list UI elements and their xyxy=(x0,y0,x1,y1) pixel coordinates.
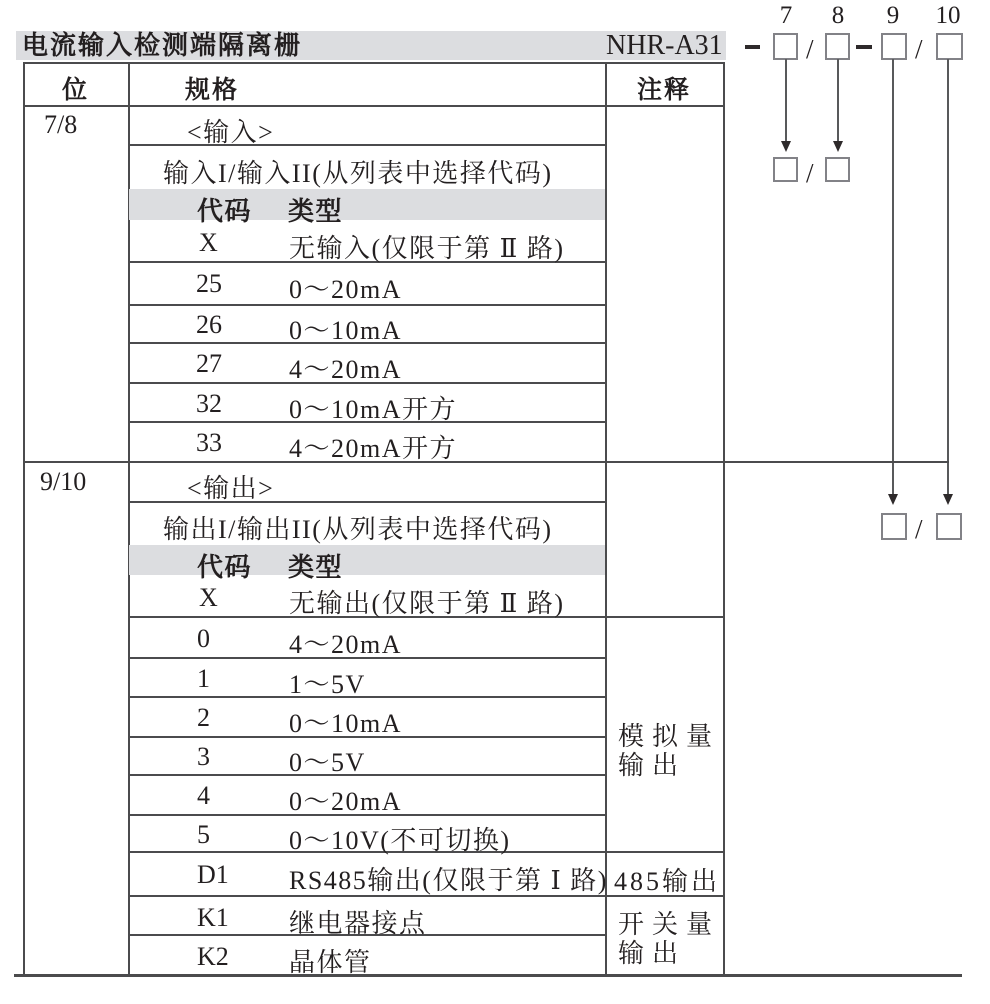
input-code-header: 代码 xyxy=(197,197,253,226)
input-group-title: <输入> xyxy=(187,118,275,147)
model-number: NHR-A31 xyxy=(606,30,723,61)
output-row-code: 0 xyxy=(197,624,210,653)
output-row-type: RS485输出(仅限于第 Ⅰ 路) xyxy=(289,866,608,895)
output-row-code: D1 xyxy=(197,860,229,889)
digit-7-label: 7 xyxy=(779,2,793,29)
input-row-type: 4～20mA开方 xyxy=(289,434,458,463)
output-row-type: 0～20mA xyxy=(289,787,403,816)
title-bar xyxy=(16,31,726,60)
note-analog-output-line2: 输出 xyxy=(618,751,687,780)
input-row-type: 0～20mA xyxy=(289,275,403,304)
output-code-box-I xyxy=(881,513,907,540)
table-border-left xyxy=(23,62,25,975)
output-row-type: 4～20mA xyxy=(289,630,403,659)
input-row-code: 32 xyxy=(196,389,222,418)
output-subtitle: 输出I/输出II(从列表中选择代码) xyxy=(163,515,553,544)
arrow-line-10 xyxy=(947,59,949,494)
input-row-type: 0～10mA xyxy=(289,316,403,345)
input-row-code: 26 xyxy=(196,310,222,339)
arrow-line-8 xyxy=(837,59,839,141)
input-code-box-I xyxy=(773,157,798,182)
digit-10-label: 10 xyxy=(935,2,961,29)
slash-separator: / xyxy=(915,34,923,64)
slash-separator: / xyxy=(915,514,923,544)
arrowhead-icon xyxy=(781,141,791,152)
row-divider xyxy=(128,696,607,698)
output-row-code: 1 xyxy=(197,664,210,693)
output-row-code: 5 xyxy=(197,820,210,849)
output-row-code: 4 xyxy=(197,781,210,810)
digit-9-label: 9 xyxy=(886,2,900,29)
input-row-code: 27 xyxy=(196,349,222,378)
column-divider-note xyxy=(605,62,607,975)
input-row-code: 25 xyxy=(196,269,222,298)
column-header-pos: 位 xyxy=(61,77,89,104)
output-row-type: 无输出(仅限于第 Ⅱ 路) xyxy=(289,589,565,618)
code-box-10 xyxy=(936,33,963,60)
input-subtitle: 输入I/输入II(从列表中选择代码) xyxy=(163,159,553,188)
dash-separator xyxy=(856,45,872,49)
input-row-type: 0～10mA开方 xyxy=(289,395,458,424)
output-type-header: 类型 xyxy=(288,553,344,582)
input-row-type: 4～20mA xyxy=(289,355,403,384)
code-box-7 xyxy=(773,33,798,60)
page-title: 电流输入检测端隔离栅 xyxy=(22,31,303,60)
note-analog-output-line1: 模拟量 xyxy=(618,722,721,751)
table-border-bottom xyxy=(14,974,962,977)
table-border-right xyxy=(723,62,725,975)
output-row-type: 1～5V xyxy=(289,670,366,699)
input-type-header: 类型 xyxy=(288,197,344,226)
arrowhead-icon xyxy=(888,494,898,505)
output-row-code: K1 xyxy=(197,903,229,932)
output-row-type: 晶体管 xyxy=(289,948,372,977)
output-row-type: 0～10V(不可切换) xyxy=(289,826,511,855)
note-switch-output-line2: 输出 xyxy=(618,939,687,968)
input-row-code: X xyxy=(199,228,218,257)
output-row-type: 继电器接点 xyxy=(289,909,427,938)
note-switch-output-line1: 开关量 xyxy=(618,910,721,939)
column-header-note: 注释 xyxy=(636,77,691,104)
output-group-title: <输出> xyxy=(187,474,275,503)
slash-separator: / xyxy=(806,34,814,64)
output-row-type: 0～10mA xyxy=(289,709,403,738)
note-485-output: 485输出 xyxy=(614,867,721,896)
output-row-code: 3 xyxy=(197,742,210,771)
arrowhead-icon xyxy=(943,494,953,505)
table-border-top xyxy=(23,62,725,64)
input-row-code: 33 xyxy=(196,428,222,457)
digit-8-label: 8 xyxy=(831,2,845,29)
code-box-8 xyxy=(825,33,850,60)
arrowhead-icon xyxy=(833,141,843,152)
column-header-spec: 规格 xyxy=(185,77,240,104)
arrow-line-7 xyxy=(785,59,787,141)
output-row-code: K2 xyxy=(197,942,229,971)
slash-separator: / xyxy=(806,158,814,188)
dash-separator xyxy=(745,45,760,49)
input-code-box-II xyxy=(825,157,850,182)
arrow-line-9 xyxy=(892,59,894,494)
output-row-code: 2 xyxy=(197,703,210,732)
output-row-code: X xyxy=(199,583,218,612)
output-row-type: 0～5V xyxy=(289,748,366,777)
section-pos-9-10: 9/10 xyxy=(40,467,87,496)
section-pos-7-8: 7/8 xyxy=(44,110,78,139)
section-divider xyxy=(23,461,949,463)
output-code-box-II xyxy=(936,513,962,540)
output-code-header: 代码 xyxy=(197,553,253,582)
row-divider xyxy=(128,774,607,776)
code-box-9 xyxy=(881,33,907,60)
input-row-type: 无输入(仅限于第 Ⅱ 路) xyxy=(289,234,565,263)
